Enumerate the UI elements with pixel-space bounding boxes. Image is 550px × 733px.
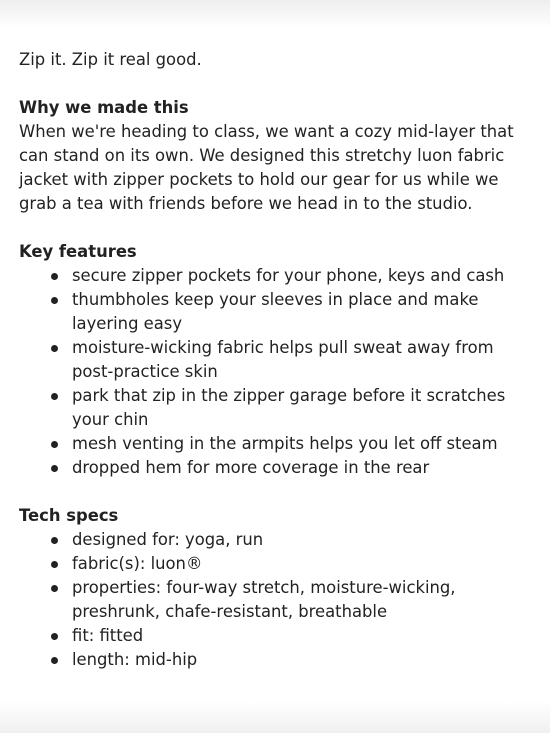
spec-item: fabric(s): luon®	[19, 552, 539, 576]
spec-item: designed for: yoga, run	[19, 528, 539, 552]
feature-item: thumbholes keep your sleeves in place and make layering easy	[19, 288, 539, 336]
product-description	[19, 48, 539, 696]
features-heading: Key features	[19, 242, 137, 261]
tagline: Zip it. Zip it real good.	[19, 50, 202, 69]
spec-item: length: mid-hip	[19, 648, 539, 672]
spec-item: properties: four-way stretch, moisture-wicking, preshrunk, chafe-resistant, breathable	[19, 576, 539, 624]
why-body: When we're heading to class, we want a cozy mid-layer that can stand on its own. We designed this stretchy luon fabric jacket with zipper pockets to hold our gear for us while we grab a tea with friends before we head in to the studio.	[19, 122, 514, 213]
specs-heading: Tech specs	[19, 506, 119, 525]
feature-item: secure zipper pockets for your phone, keys and cash	[19, 264, 539, 288]
feature-item: moisture-wicking fabric helps pull sweat away from post-practice skin	[19, 336, 539, 384]
specs-list	[19, 528, 539, 672]
top-shadow	[0, 0, 550, 28]
features-section	[19, 240, 539, 480]
feature-item: dropped hem for more coverage in the rear	[19, 456, 539, 480]
feature-item: mesh venting in the armpits helps you let off steam	[19, 432, 539, 456]
why-heading: Why we made this	[19, 98, 189, 117]
bottom-shadow	[0, 701, 550, 733]
specs-section	[19, 504, 539, 672]
feature-item: park that zip in the zipper garage before it scratches your chin	[19, 384, 539, 432]
why-section	[19, 96, 539, 216]
spec-item: fit: fitted	[19, 624, 539, 648]
features-list	[19, 264, 539, 480]
